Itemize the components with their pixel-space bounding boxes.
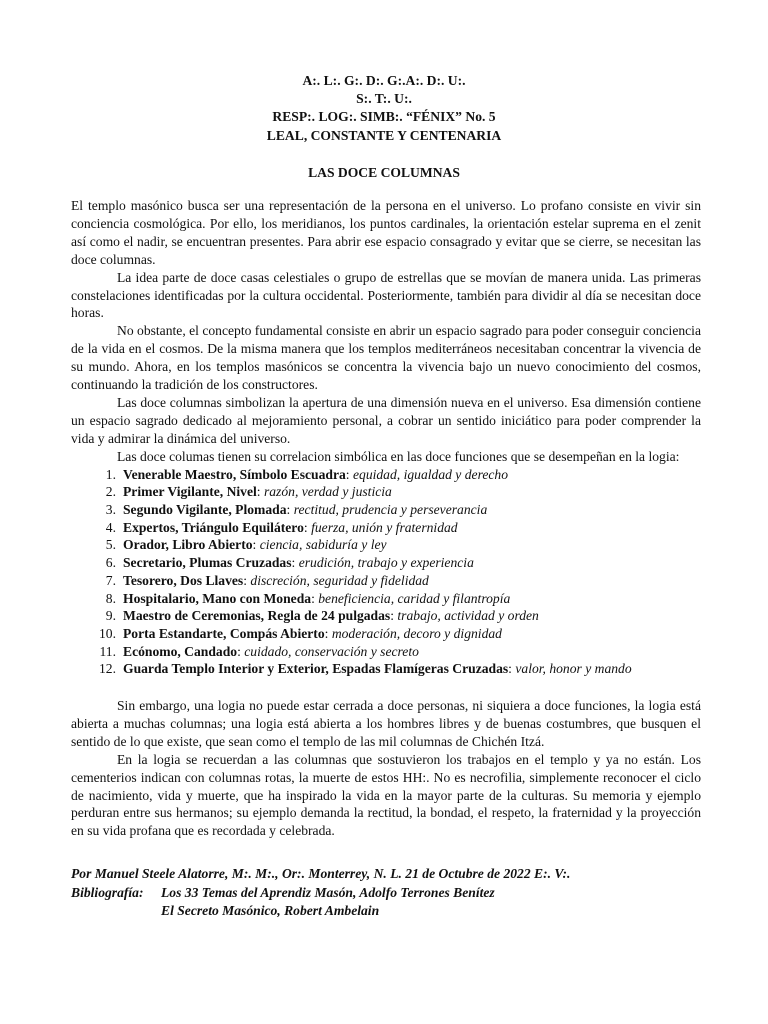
list-item-name: Orador, Libro Abierto [123, 537, 253, 553]
list-item-number: 3. [105, 502, 116, 517]
list-item-name: Ecónomo, Candado [123, 643, 238, 659]
list-item-name: Porta Estandarte, Compás Abierto [123, 625, 325, 641]
bibliography-entry-2: El Secreto Masónico, Robert Ambelain [161, 903, 380, 918]
list-item [71, 501, 701, 519]
document-title: LAS DOCE COLUMNAS [308, 165, 460, 180]
list-item-separator: : [291, 555, 299, 571]
list-item [71, 643, 701, 661]
list-item-name: Primer Vigilante, Nivel [123, 484, 257, 500]
header-line-1: A:. L:. G:. D:. G:.A:. D:. U:. [302, 73, 466, 88]
paragraph-3: No obstante, el concepto fundamental consiste en abrir un espacio sagrado para poder conseguir conciencia de la vida en el cosmos. De la misma manera que los templos mediterráneos necesitaban concentrar la vivencia de su mundo. Ahora, en los templos masónicos se concentra la vivencia bajo un nuevo conocimiento del cosmos, continuando la tradición de los constructores. [71, 323, 701, 393]
list-item-name: Segundo Vigilante, Plomada [123, 502, 287, 517]
list-item [71, 590, 701, 608]
section-spacer [71, 678, 701, 697]
list-item [71, 572, 701, 590]
paragraph-5: Las doce columas tienen su correlacion simbólica en las doce funciones que se desempeñan en la logia: [117, 448, 680, 464]
list-item-name: Hospitalario, Mano con Moneda [123, 590, 312, 606]
list-item-virtues: fuerza, unión y fraternidad [311, 519, 458, 535]
list-item-separator: : [286, 502, 294, 517]
list-item-separator: : [345, 466, 353, 482]
list-item-number: 5. [105, 537, 116, 553]
functions-list [71, 466, 701, 678]
bibliography-line-2 [71, 902, 711, 921]
list-item-virtues: equidad, igualdad y derecho [352, 466, 509, 482]
paragraph-6: Sin embargo, una logia no puede estar cerrada a doce personas, ni siquiera a doce funciones, la logia está abierta a muchas columnas; una logia está abierta a los hombres libres y de buenas costumbres, que busquen el sentido de lo que existe, que sean como el templo de las mil columnas de Chichén Itzá. [71, 698, 701, 749]
list-item-virtues: discreción, seguridad y fidelidad [250, 572, 429, 588]
list-item [71, 607, 701, 625]
document-header [0, 72, 768, 145]
bibliography-label: Bibliografía: [71, 884, 144, 900]
list-item-number: 11. [99, 643, 116, 659]
list-item [71, 483, 701, 501]
list-item-number: 4. [105, 519, 116, 535]
list-item-number: 9. [105, 608, 116, 624]
list-item-name: Tesorero, Dos Llaves [123, 572, 244, 588]
list-item [71, 466, 701, 484]
list-item-name: Secretario, Plumas Cruzadas [123, 555, 292, 571]
list-item-virtues: valor, honor y mando [515, 661, 632, 677]
list-item-virtues: razón, verdad y justicia [263, 484, 392, 500]
list-item-number: 8. [105, 590, 116, 606]
list-item-virtues: beneficiencia, caridad y filantropía [318, 590, 511, 606]
bibliography-entry-1: Los 33 Temas del Aprendiz Masón, Adolfo Terrones Benítez [161, 884, 495, 900]
document-body [71, 197, 701, 840]
author-line: Por Manuel Steele Alatorre, M:. M:., Or:. Monterrey, N. L. 21 de Octubre de 2022 E:. V:. [71, 866, 571, 881]
paragraph-4: Las doce columnas simbolizan la apertura de una dimensión nueva en el universo. Esa dimensión contiene un espacio sagrado dedicado al mejoramiento personal, a cobrar un sentido iniciático para poder comprender la vida y admirar la dinámica del universo. [71, 394, 701, 446]
list-item-number: 1. [105, 466, 116, 482]
list-item [71, 554, 701, 572]
list-item [71, 536, 701, 554]
list-item-number: 6. [105, 555, 116, 571]
list-item-number: 10. [99, 625, 116, 641]
list-item [71, 625, 701, 643]
header-line-3: RESP:. LOG:. SIMB:. “FÉNIX” No. 5 [272, 109, 496, 125]
list-item [71, 660, 701, 678]
list-item-separator: : [508, 661, 516, 677]
paragraph-2: La idea parte de doce casas celestiales o grupo de estrellas que se movían de manera unida. Las primeras constelaciones identificadas por la cultura occidental. Posteriormente, también para dividir al día se necesitan doce horas. [71, 269, 701, 321]
list-item-separator: : [243, 572, 251, 588]
list-item-virtues: moderación, decoro y dignidad [331, 625, 502, 641]
list-item-separator: : [324, 625, 332, 641]
list-item-separator: : [256, 484, 264, 500]
bibliography-line-1 [71, 884, 711, 903]
header-line-4: LEAL, CONSTANTE Y CENTENARIA [266, 127, 502, 143]
list-item-number: 12. [99, 661, 116, 677]
list-item-separator: : [303, 519, 312, 535]
list-item-number: 2. [105, 484, 116, 500]
list-item-separator: : [390, 608, 398, 624]
list-item-separator: : [237, 643, 245, 659]
list-item-number: 7. [105, 572, 116, 588]
list-item-virtues: erudición, trabajo y experiencia [298, 555, 474, 571]
list-item-name: Maestro de Ceremonias, Regla de 24 pulgadas [123, 608, 391, 624]
list-item-virtues: trabajo, actividad y orden [397, 608, 539, 624]
document-footer [71, 865, 711, 921]
list-item-virtues: cuidado, conservación y secreto [244, 643, 419, 659]
list-item [71, 519, 701, 537]
list-item-virtues: rectitud, prudencia y perseverancia [293, 502, 488, 517]
list-item-name: Guarda Templo Interior y Exterior, Espadas Flamígeras Cruzadas [123, 661, 509, 677]
list-item-name: Expertos, Triángulo Equilátero [123, 519, 304, 535]
list-item-name: Venerable Maestro, Símbolo Escuadra [123, 466, 346, 482]
list-item-virtues: ciencia, sabiduría y ley [259, 537, 387, 553]
paragraph-7: En la logia se recuerdan a las columnas que sostuvieron los trabajos en el templo y ya no están. Los cementerios indican con columnas rotas, la muerte de estos HH:. No es necrofilia, simplemente reconocer el ciclo de nacimiento, vida y muerte, que ha inspirado la vida en la mayor parte de la culturas. Su memoria y ejemplo perduran entre sus hermanos; su ejemplo demanda la rectitud, la bondad, el respeto, la fraternidad y la proyección en su vida profana que es recordada y celebrada. [71, 751, 701, 839]
paragraph-1: El templo masónico busca ser una representación de la persona en el universo. Lo profano consiste en vivir sin conciencia cosmológica. Por ello, los meridianos, los puntos cardinales, la orientación estelar suprema en el zenit así como el nadir, se encuentran presentes. Para abrir ese espacio consagrado y evitar que se cierre, se necesitan las doce columnas. [71, 198, 701, 267]
header-line-2: S:. T:. U:. [356, 91, 412, 107]
list-item-separator: : [252, 537, 260, 553]
list-item-separator: : [311, 590, 319, 606]
